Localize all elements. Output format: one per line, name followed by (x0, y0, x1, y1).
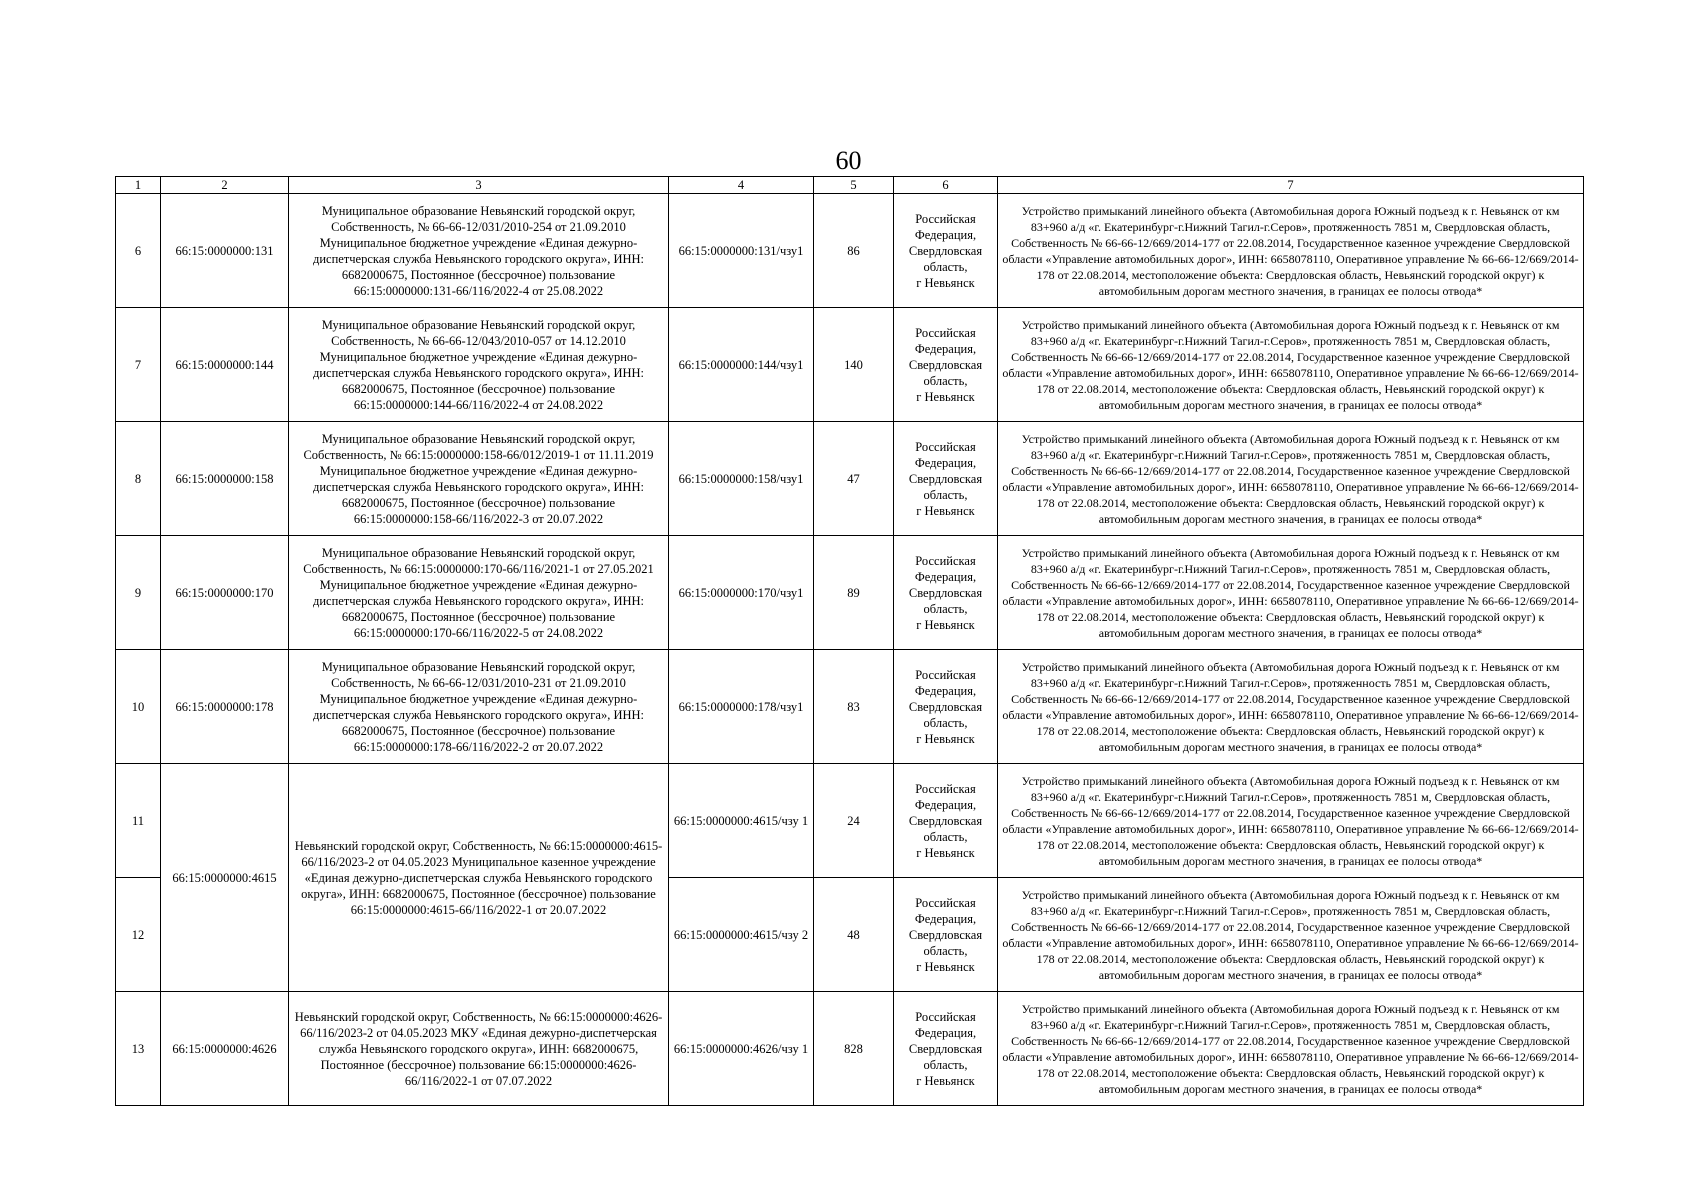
location-line: Федерация, (914, 1025, 977, 1040)
location-line: Свердловская (908, 699, 983, 714)
page-number: 60 (835, 146, 862, 175)
column-header: 7 (998, 177, 1584, 194)
table-row (116, 308, 1584, 422)
cadastral-number: 66:15:0000000:131 (161, 194, 289, 308)
part-number: 66:15:0000000:158/чзу1 (669, 422, 814, 536)
location-line: Свердловская (908, 585, 983, 600)
rights-holder: Муниципальное образование Невьянский городской округ, Собственность, № 66-66-12/043/2010-057 от 14.12.2010 Муниципальное бюджетное учреждение «Единая дежурно-диспетчерская служба Невьянского городского округа», ИНН: 6682000675, Постоянное (бессрочное) пользование 66:15:0000000:144-66/116/2022-4 от 24.08.2022 (289, 308, 669, 422)
location-line: Российская (915, 1009, 976, 1024)
part-number: 66:15:0000000:131/чзу1 (669, 194, 814, 308)
row-number: 8 (116, 422, 161, 536)
parcel-table (115, 176, 1584, 1106)
purpose: Устройство примыканий линейного объекта (Автомобильная дорога Южный подъезд к г. Невьянск от км 83+960 а/д «г. Екатеринбург-г.Нижний Тагил-г.Серов», протяженность 7851 м, Свердловская область, Собственность № 66-66-12/669/2014-177 от 22.08.2014, Государственное казенное учреждение Свердловской области «Управление автомобильных дорог», ИНН: 6658078110, Оперативное управление № 66-66-12/669/2014-178 от 22.08.2014, местоположение объекта: Свердловская область, Невьянский городской округ) к автомобильным дорогам местного значения, в границах ее полосы отвода* (998, 650, 1584, 764)
row-number: 9 (116, 536, 161, 650)
column-header: 6 (894, 177, 998, 194)
cadastral-number: 66:15:0000000:170 (161, 536, 289, 650)
location-line: область, (923, 943, 968, 958)
location-line: Федерация, (914, 341, 977, 356)
part-number: 66:15:0000000:144/чзу1 (669, 308, 814, 422)
location-line: Федерация, (914, 227, 977, 242)
column-header: 3 (289, 177, 669, 194)
location-line: Свердловская (908, 243, 983, 258)
location-line: область, (923, 829, 968, 844)
cadastral-number: 66:15:0000000:4615 (161, 764, 289, 992)
rights-holder: Муниципальное образование Невьянский городской округ, Собственность, № 66:15:0000000:158-66/012/2019-1 от 11.11.2019 Муниципальное бюджетное учреждение «Единая дежурно-диспетчерская служба Невьянского городского округа», ИНН: 6682000675, Постоянное (бессрочное) пользование 66:15:0000000:158-66/116/2022-3 от 20.07.2022 (289, 422, 669, 536)
location-line: Федерация, (914, 911, 977, 926)
area: 83 (814, 650, 894, 764)
row-number: 13 (116, 992, 161, 1106)
location-line: Свердловская (908, 1041, 983, 1056)
cadastral-number: 66:15:0000000:158 (161, 422, 289, 536)
row-number: 12 (116, 878, 161, 992)
location-line: область, (923, 487, 968, 502)
part-number: 66:15:0000000:4615/чзу 1 (669, 764, 814, 878)
location-line: Федерация, (914, 455, 977, 470)
rights-holder: Муниципальное образование Невьянский городской округ, Собственность, № 66-66-12/031/2010-254 от 21.09.2010 Муниципальное бюджетное учреждение «Единая дежурно-диспетчерская служба Невьянского городского округа», ИНН: 6682000675, Постоянное (бессрочное) пользование 66:15:0000000:131-66/116/2022-4 от 25.08.2022 (289, 194, 669, 308)
location (894, 536, 998, 650)
location-line: Федерация, (914, 797, 977, 812)
location-line: Российская (915, 781, 976, 796)
purpose: Устройство примыканий линейного объекта (Автомобильная дорога Южный подъезд к г. Невьянск от км 83+960 а/д «г. Екатеринбург-г.Нижний Тагил-г.Серов», протяженность 7851 м, Свердловская область, Собственность № 66-66-12/669/2014-177 от 22.08.2014, Государственное казенное учреждение Свердловской области «Управление автомобильных дорог», ИНН: 6658078110, Оперативное управление № 66-66-12/669/2014-178 от 22.08.2014, местоположение объекта: Свердловская область, Невьянский городской округ) к автомобильным дорогам местного значения, в границах ее полосы отвода* (998, 194, 1584, 308)
location (894, 992, 998, 1106)
row-number: 7 (116, 308, 161, 422)
location-line: Российская (915, 325, 976, 340)
part-number: 66:15:0000000:178/чзу1 (669, 650, 814, 764)
column-header: 2 (161, 177, 289, 194)
row-number: 11 (116, 764, 161, 878)
location-line: Российская (915, 667, 976, 682)
column-header: 5 (814, 177, 894, 194)
location-line: область, (923, 601, 968, 616)
location-line: Свердловская (908, 927, 983, 942)
location-line: г Невьянск (916, 731, 975, 746)
purpose: Устройство примыканий линейного объекта (Автомобильная дорога Южный подъезд к г. Невьянск от км 83+960 а/д «г. Екатеринбург-г.Нижний Тагил-г.Серов», протяженность 7851 м, Свердловская область, Собственность № 66-66-12/669/2014-177 от 22.08.2014, Государственное казенное учреждение Свердловской области «Управление автомобильных дорог», ИНН: 6658078110, Оперативное управление № 66-66-12/669/2014-178 от 22.08.2014, местоположение объекта: Свердловская область, Невьянский городской округ) к автомобильным дорогам местного значения, в границах ее полосы отвода* (998, 308, 1584, 422)
location-line: Федерация, (914, 683, 977, 698)
table-row (116, 992, 1584, 1106)
table-header-row (116, 177, 1584, 194)
rights-holder: Невьянский городской округ, Собственность, № 66:15:0000000:4626-66/116/2023-2 от 04.05.2023 МКУ «Единая дежурно-диспетчерская служба Невьянского городского округа», ИНН: 6682000675, Постоянное (бессрочное) пользование 66:15:0000000:4626-66/116/2022-1 от 07.07.2022 (289, 992, 669, 1106)
location-line: г Невьянск (916, 503, 975, 518)
location-line: Федерация, (914, 569, 977, 584)
location (894, 764, 998, 878)
location-line: Российская (915, 439, 976, 454)
cadastral-number: 66:15:0000000:144 (161, 308, 289, 422)
purpose: Устройство примыканий линейного объекта (Автомобильная дорога Южный подъезд к г. Невьянск от км 83+960 а/д «г. Екатеринбург-г.Нижний Тагил-г.Серов», протяженность 7851 м, Свердловская область, Собственность № 66-66-12/669/2014-177 от 22.08.2014, Государственное казенное учреждение Свердловской области «Управление автомобильных дорог», ИНН: 6658078110, Оперативное управление № 66-66-12/669/2014-178 от 22.08.2014, местоположение объекта: Свердловская область, Невьянский городской округ) к автомобильным дорогам местного значения, в границах ее полосы отвода* (998, 992, 1584, 1106)
location-line: Российская (915, 211, 976, 226)
area: 140 (814, 308, 894, 422)
part-number: 66:15:0000000:170/чзу1 (669, 536, 814, 650)
location-line: Свердловская (908, 357, 983, 372)
table-row (116, 194, 1584, 308)
row-number: 6 (116, 194, 161, 308)
area: 86 (814, 194, 894, 308)
purpose: Устройство примыканий линейного объекта (Автомобильная дорога Южный подъезд к г. Невьянск от км 83+960 а/д «г. Екатеринбург-г.Нижний Тагил-г.Серов», протяженность 7851 м, Свердловская область, Собственность № 66-66-12/669/2014-177 от 22.08.2014, Государственное казенное учреждение Свердловской области «Управление автомобильных дорог», ИНН: 6658078110, Оперативное управление № 66-66-12/669/2014-178 от 22.08.2014, местоположение объекта: Свердловская область, Невьянский городской округ) к автомобильным дорогам местного значения, в границах ее полосы отвода* (998, 536, 1584, 650)
purpose: Устройство примыканий линейного объекта (Автомобильная дорога Южный подъезд к г. Невьянск от км 83+960 а/д «г. Екатеринбург-г.Нижний Тагил-г.Серов», протяженность 7851 м, Свердловская область, Собственность № 66-66-12/669/2014-177 от 22.08.2014, Государственное казенное учреждение Свердловской области «Управление автомобильных дорог», ИНН: 6658078110, Оперативное управление № 66-66-12/669/2014-178 от 22.08.2014, местоположение объекта: Свердловская область, Невьянский городской округ) к автомобильным дорогам местного значения, в границах ее полосы отвода* (998, 764, 1584, 878)
location-line: область, (923, 373, 968, 388)
rights-holder: Муниципальное образование Невьянский городской округ, Собственность, № 66-66-12/031/2010-231 от 21.09.2010 Муниципальное бюджетное учреждение «Единая дежурно-диспетчерская служба Невьянского городского округа», ИНН: 6682000675, Постоянное (бессрочное) пользование 66:15:0000000:178-66/116/2022-2 от 20.07.2022 (289, 650, 669, 764)
location-line: г Невьянск (916, 617, 975, 632)
location (894, 650, 998, 764)
location-line: Российская (915, 553, 976, 568)
rights-holder: Невьянский городской округ, Собственность, № 66:15:0000000:4615-66/116/2023-2 от 04.05.2023 Муниципальное казенное учреждение «Единая дежурно-диспетчерская служба Невьянского городского округа», ИНН: 6682000675, Постоянное (бессрочное) пользование 66:15:0000000:4615-66/116/2022-1 от 20.07.2022 (289, 764, 669, 992)
part-number: 66:15:0000000:4615/чзу 2 (669, 878, 814, 992)
location (894, 308, 998, 422)
location-line: область, (923, 259, 968, 274)
area: 47 (814, 422, 894, 536)
location-line: г Невьянск (916, 959, 975, 974)
location (894, 878, 998, 992)
area: 828 (814, 992, 894, 1106)
purpose: Устройство примыканий линейного объекта (Автомобильная дорога Южный подъезд к г. Невьянск от км 83+960 а/д «г. Екатеринбург-г.Нижний Тагил-г.Серов», протяженность 7851 м, Свердловская область, Собственность № 66-66-12/669/2014-177 от 22.08.2014, Государственное казенное учреждение Свердловской области «Управление автомобильных дорог», ИНН: 6658078110, Оперативное управление № 66-66-12/669/2014-178 от 22.08.2014, местоположение объекта: Свердловская область, Невьянский городской округ) к автомобильным дорогам местного значения, в границах ее полосы отвода* (998, 878, 1584, 992)
location-line: г Невьянск (916, 845, 975, 860)
column-header: 1 (116, 177, 161, 194)
table-row (116, 650, 1584, 764)
location-line: Свердловская (908, 813, 983, 828)
location-line: г Невьянск (916, 389, 975, 404)
location-line: Российская (915, 895, 976, 910)
area: 24 (814, 764, 894, 878)
location (894, 194, 998, 308)
location-line: г Невьянск (916, 1073, 975, 1088)
table-row (116, 422, 1584, 536)
location-line: Свердловская (908, 471, 983, 486)
part-number: 66:15:0000000:4626/чзу 1 (669, 992, 814, 1106)
purpose: Устройство примыканий линейного объекта (Автомобильная дорога Южный подъезд к г. Невьянск от км 83+960 а/д «г. Екатеринбург-г.Нижний Тагил-г.Серов», протяженность 7851 м, Свердловская область, Собственность № 66-66-12/669/2014-177 от 22.08.2014, Государственное казенное учреждение Свердловской области «Управление автомобильных дорог», ИНН: 6658078110, Оперативное управление № 66-66-12/669/2014-178 от 22.08.2014, местоположение объекта: Свердловская область, Невьянский городской округ) к автомобильным дорогам местного значения, в границах ее полосы отвода* (998, 422, 1584, 536)
area: 48 (814, 878, 894, 992)
table-row (116, 536, 1584, 650)
cadastral-number: 66:15:0000000:4626 (161, 992, 289, 1106)
location-line: область, (923, 1057, 968, 1072)
area: 89 (814, 536, 894, 650)
location (894, 422, 998, 536)
location-line: г Невьянск (916, 275, 975, 290)
location-line: область, (923, 715, 968, 730)
cadastral-number: 66:15:0000000:178 (161, 650, 289, 764)
rights-holder: Муниципальное образование Невьянский городской округ, Собственность, № 66:15:0000000:170-66/116/2021-1 от 27.05.2021 Муниципальное бюджетное учреждение «Единая дежурно-диспетчерская служба Невьянского городского округа», ИНН: 6682000675, Постоянное (бессрочное) пользование 66:15:0000000:170-66/116/2022-5 от 24.08.2022 (289, 536, 669, 650)
row-number: 10 (116, 650, 161, 764)
column-header: 4 (669, 177, 814, 194)
table-row (116, 764, 1584, 878)
